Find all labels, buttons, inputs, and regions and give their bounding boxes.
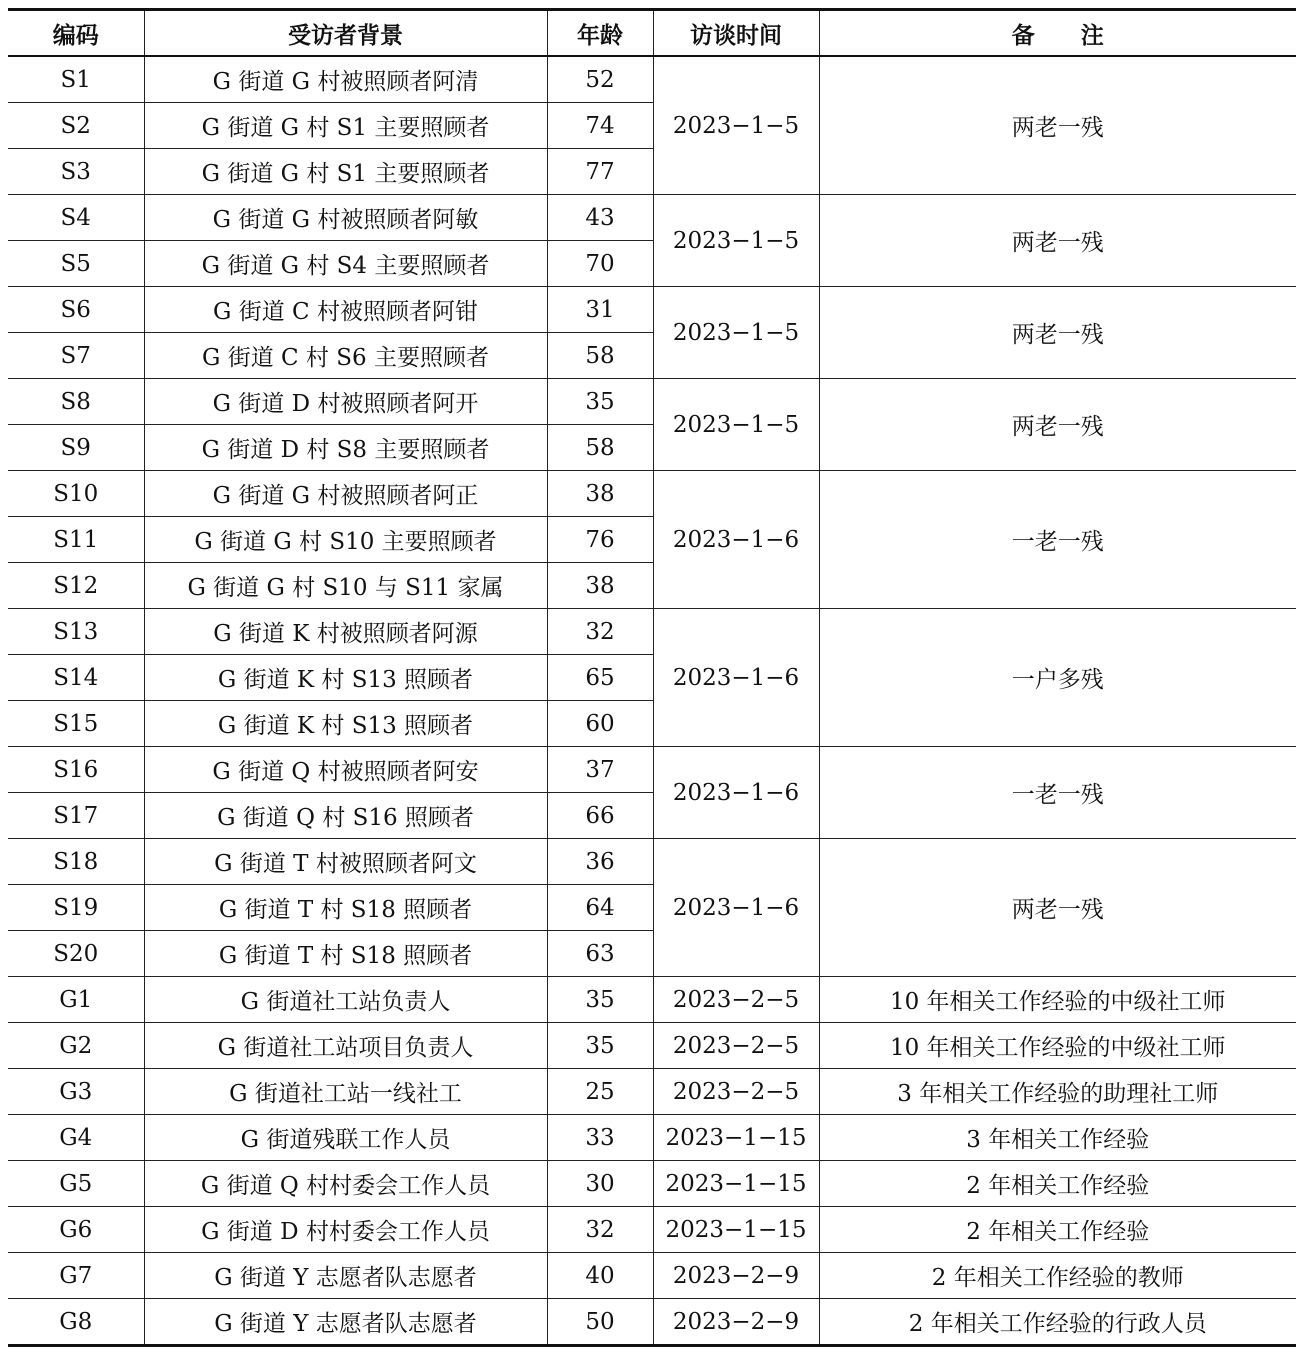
cell-code: S7: [8, 333, 144, 379]
cell-interview-date: 2023−1−15: [653, 1207, 819, 1253]
cell-interview-date: 2023−1−6: [653, 609, 819, 747]
cell-interview-date: 2023−1−5: [653, 56, 819, 195]
cell-age: 40: [547, 1253, 653, 1299]
table-row: [8, 839, 1296, 885]
cell-code: S14: [8, 655, 144, 701]
cell-age: 63: [547, 931, 653, 977]
cell-code: S13: [8, 609, 144, 655]
cell-note: 10 年相关工作经验的中级社工师: [819, 1023, 1296, 1069]
cell-code: S19: [8, 885, 144, 931]
cell-background: G 街道 G 村 S4 主要照顾者: [144, 241, 547, 287]
cell-background: G 街道 G 村被照顾者阿正: [144, 471, 547, 517]
cell-age: 30: [547, 1161, 653, 1207]
cell-code: S18: [8, 839, 144, 885]
cell-interview-date: 2023−1−6: [653, 839, 819, 977]
cell-age: 60: [547, 701, 653, 747]
cell-background: G 街道残联工作人员: [144, 1115, 547, 1161]
cell-code: S9: [8, 425, 144, 471]
cell-background: G 街道 K 村 S13 照顾者: [144, 655, 547, 701]
cell-code: S15: [8, 701, 144, 747]
cell-interview-date: 2023−2−5: [653, 1023, 819, 1069]
cell-age: 58: [547, 333, 653, 379]
header-background: 受访者背景: [144, 10, 547, 57]
cell-code: S17: [8, 793, 144, 839]
table-header-row: [8, 10, 1296, 57]
cell-age: 33: [547, 1115, 653, 1161]
interviewee-table: [8, 8, 1296, 1347]
table-row: [8, 1115, 1296, 1161]
cell-note: 3 年相关工作经验: [819, 1115, 1296, 1161]
cell-note: 2 年相关工作经验的教师: [819, 1253, 1296, 1299]
cell-interview-date: 2023−1−5: [653, 287, 819, 379]
cell-code: G2: [8, 1023, 144, 1069]
table-row: [8, 1161, 1296, 1207]
table-row: [8, 1207, 1296, 1253]
cell-background: G 街道 D 村被照顾者阿开: [144, 379, 547, 425]
cell-note: 两老一残: [819, 379, 1296, 471]
cell-interview-date: 2023−1−5: [653, 379, 819, 471]
cell-background: G 街道 D 村 S8 主要照顾者: [144, 425, 547, 471]
cell-interview-date: 2023−1−15: [653, 1115, 819, 1161]
cell-background: G 街道 G 村 S1 主要照顾者: [144, 103, 547, 149]
cell-code: S10: [8, 471, 144, 517]
cell-background: G 街道社工站项目负责人: [144, 1023, 547, 1069]
header-age: 年龄: [547, 10, 653, 57]
table-row: [8, 977, 1296, 1023]
header-note: 备 注: [819, 10, 1296, 57]
cell-background: G 街道 D 村村委会工作人员: [144, 1207, 547, 1253]
cell-interview-date: 2023−1−6: [653, 747, 819, 839]
cell-age: 77: [547, 149, 653, 195]
cell-age: 65: [547, 655, 653, 701]
cell-age: 35: [547, 1023, 653, 1069]
cell-code: S20: [8, 931, 144, 977]
cell-background: G 街道 C 村 S6 主要照顾者: [144, 333, 547, 379]
cell-age: 31: [547, 287, 653, 333]
cell-age: 35: [547, 379, 653, 425]
cell-background: G 街道 C 村被照顾者阿钳: [144, 287, 547, 333]
header-code: 编码: [8, 10, 144, 57]
cell-code: S5: [8, 241, 144, 287]
cell-background: G 街道 G 村被照顾者阿敏: [144, 195, 547, 241]
cell-age: 36: [547, 839, 653, 885]
cell-code: S2: [8, 103, 144, 149]
cell-note: 一老一残: [819, 471, 1296, 609]
cell-age: 32: [547, 1207, 653, 1253]
cell-background: G 街道 G 村 S10 主要照顾者: [144, 517, 547, 563]
header-interview-date: 访谈时间: [653, 10, 819, 57]
cell-age: 38: [547, 563, 653, 609]
cell-background: G 街道 G 村 S1 主要照顾者: [144, 149, 547, 195]
cell-age: 35: [547, 977, 653, 1023]
cell-age: 25: [547, 1069, 653, 1115]
cell-interview-date: 2023−1−5: [653, 195, 819, 287]
cell-interview-date: 2023−1−15: [653, 1161, 819, 1207]
cell-note: 2 年相关工作经验的行政人员: [819, 1299, 1296, 1346]
cell-note: 一老一残: [819, 747, 1296, 839]
interviewee-table-container: [8, 8, 1296, 1347]
table-row: [8, 56, 1296, 103]
cell-note: 两老一残: [819, 56, 1296, 195]
table-row: [8, 379, 1296, 425]
cell-interview-date: 2023−1−6: [653, 471, 819, 609]
cell-age: 38: [547, 471, 653, 517]
table-row: [8, 195, 1296, 241]
cell-note: 10 年相关工作经验的中级社工师: [819, 977, 1296, 1023]
table-row: [8, 1069, 1296, 1115]
table-row: [8, 1023, 1296, 1069]
cell-background: G 街道 G 村 S10 与 S11 家属: [144, 563, 547, 609]
cell-background: G 街道 Q 村村委会工作人员: [144, 1161, 547, 1207]
cell-code: S8: [8, 379, 144, 425]
table-row: [8, 471, 1296, 517]
cell-code: G7: [8, 1253, 144, 1299]
cell-age: 52: [547, 56, 653, 103]
cell-code: S12: [8, 563, 144, 609]
cell-code: G5: [8, 1161, 144, 1207]
cell-note: 两老一残: [819, 287, 1296, 379]
cell-code: G3: [8, 1069, 144, 1115]
table-row: [8, 747, 1296, 793]
table-row: [8, 1299, 1296, 1346]
cell-code: S16: [8, 747, 144, 793]
table-body: [8, 56, 1296, 1346]
cell-age: 76: [547, 517, 653, 563]
cell-age: 70: [547, 241, 653, 287]
cell-background: G 街道社工站负责人: [144, 977, 547, 1023]
cell-age: 32: [547, 609, 653, 655]
cell-age: 37: [547, 747, 653, 793]
table-row: [8, 1253, 1296, 1299]
cell-background: G 街道 Q 村被照顾者阿安: [144, 747, 547, 793]
cell-background: G 街道 T 村被照顾者阿文: [144, 839, 547, 885]
cell-background: G 街道 Y 志愿者队志愿者: [144, 1253, 547, 1299]
cell-background: G 街道 K 村被照顾者阿源: [144, 609, 547, 655]
cell-note: 3 年相关工作经验的助理社工师: [819, 1069, 1296, 1115]
cell-background: G 街道 T 村 S18 照顾者: [144, 885, 547, 931]
cell-background: G 街道 T 村 S18 照顾者: [144, 931, 547, 977]
cell-code: S11: [8, 517, 144, 563]
cell-interview-date: 2023−2−9: [653, 1299, 819, 1346]
cell-background: G 街道社工站一线社工: [144, 1069, 547, 1115]
cell-interview-date: 2023−2−5: [653, 977, 819, 1023]
cell-code: G4: [8, 1115, 144, 1161]
cell-interview-date: 2023−2−9: [653, 1253, 819, 1299]
cell-age: 43: [547, 195, 653, 241]
cell-code: G1: [8, 977, 144, 1023]
cell-background: G 街道 K 村 S13 照顾者: [144, 701, 547, 747]
cell-age: 74: [547, 103, 653, 149]
table-row: [8, 609, 1296, 655]
cell-note: 两老一残: [819, 195, 1296, 287]
cell-background: G 街道 Y 志愿者队志愿者: [144, 1299, 547, 1346]
cell-background: G 街道 G 村被照顾者阿清: [144, 56, 547, 103]
cell-background: G 街道 Q 村 S16 照顾者: [144, 793, 547, 839]
cell-interview-date: 2023−2−5: [653, 1069, 819, 1115]
cell-note: 2 年相关工作经验: [819, 1161, 1296, 1207]
table-row: [8, 287, 1296, 333]
cell-code: G8: [8, 1299, 144, 1346]
cell-note: 两老一残: [819, 839, 1296, 977]
cell-age: 64: [547, 885, 653, 931]
cell-code: S6: [8, 287, 144, 333]
cell-code: S1: [8, 56, 144, 103]
cell-note: 一户多残: [819, 609, 1296, 747]
cell-code: G6: [8, 1207, 144, 1253]
cell-age: 50: [547, 1299, 653, 1346]
cell-age: 66: [547, 793, 653, 839]
cell-code: S3: [8, 149, 144, 195]
cell-age: 58: [547, 425, 653, 471]
cell-note: 2 年相关工作经验: [819, 1207, 1296, 1253]
cell-code: S4: [8, 195, 144, 241]
